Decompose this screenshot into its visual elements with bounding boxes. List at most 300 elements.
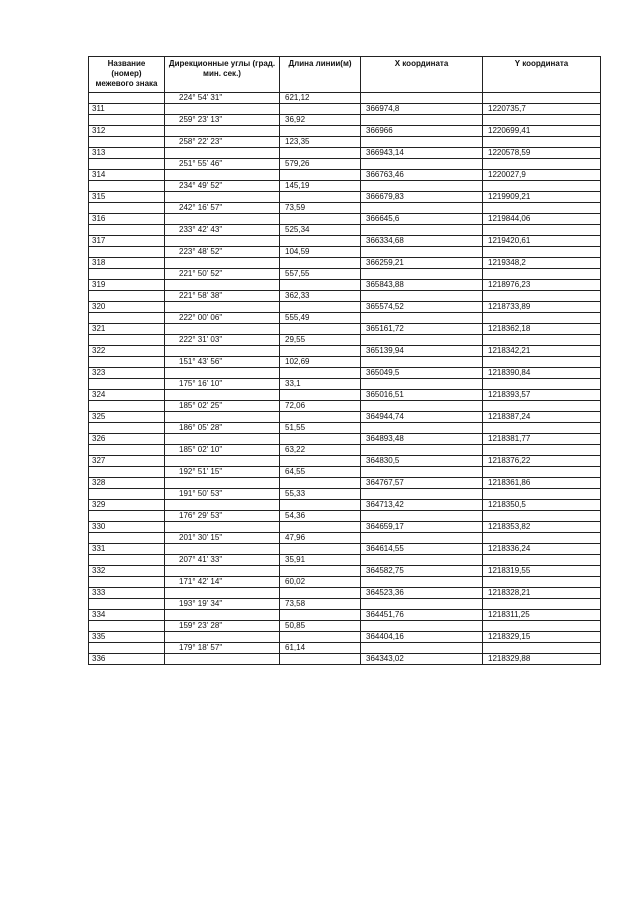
cell-y: 1220578,59: [483, 148, 601, 159]
cell-angle: 251° 55' 46": [165, 159, 280, 170]
cell-length: 33,1: [280, 379, 361, 390]
cell-length: 64,55: [280, 467, 361, 478]
cell-name: [89, 159, 165, 170]
cell-length: [280, 214, 361, 225]
cell-length: 621,12: [280, 93, 361, 104]
cell-angle: [165, 390, 280, 401]
cell-name: 334: [89, 610, 165, 621]
cell-length: [280, 324, 361, 335]
cell-y: 1218376,22: [483, 456, 601, 467]
cell-name: [89, 313, 165, 324]
cell-length: 47,96: [280, 533, 361, 544]
cell-name: [89, 357, 165, 368]
cell-y: [483, 423, 601, 434]
cell-length: [280, 456, 361, 467]
cell-x: [361, 379, 483, 390]
cell-name: 336: [89, 654, 165, 665]
segment-row: [89, 203, 601, 214]
cell-length: 29,55: [280, 335, 361, 346]
cell-length: [280, 258, 361, 269]
point-row: [89, 192, 601, 203]
cell-x: 365843,88: [361, 280, 483, 291]
cell-y: [483, 137, 601, 148]
cell-length: 73,59: [280, 203, 361, 214]
cell-name: 323: [89, 368, 165, 379]
cell-y: [483, 467, 601, 478]
cell-y: 1218336,24: [483, 544, 601, 555]
cell-y: [483, 511, 601, 522]
segment-row: [89, 313, 601, 324]
cell-x: [361, 401, 483, 412]
segment-row: [89, 335, 601, 346]
point-row: [89, 324, 601, 335]
cell-name: [89, 115, 165, 126]
cell-name: 312: [89, 126, 165, 137]
cell-name: 335: [89, 632, 165, 643]
cell-y: [483, 181, 601, 192]
cell-length: 51,55: [280, 423, 361, 434]
point-row: [89, 500, 601, 511]
cell-y: 1218342,21: [483, 346, 601, 357]
boundary-coordinates-table: [88, 56, 601, 665]
cell-length: [280, 654, 361, 665]
cell-angle: [165, 126, 280, 137]
cell-angle: [165, 346, 280, 357]
cell-length: [280, 346, 361, 357]
cell-angle: 201° 30' 15": [165, 533, 280, 544]
cell-x: [361, 357, 483, 368]
point-row: [89, 148, 601, 159]
cell-y: [483, 401, 601, 412]
cell-length: [280, 148, 361, 159]
cell-y: 1218329,15: [483, 632, 601, 643]
point-row: [89, 390, 601, 401]
cell-angle: [165, 500, 280, 511]
segment-row: [89, 159, 601, 170]
cell-name: 313: [89, 148, 165, 159]
cell-length: 104,59: [280, 247, 361, 258]
cell-x: 364582,75: [361, 566, 483, 577]
point-row: [89, 104, 601, 115]
cell-name: [89, 93, 165, 104]
point-row: [89, 566, 601, 577]
cell-y: [483, 643, 601, 654]
segment-row: [89, 423, 601, 434]
header-name: Название (номер) межевого знака: [89, 57, 165, 93]
cell-y: 1218311,25: [483, 610, 601, 621]
cell-angle: [165, 412, 280, 423]
cell-x: 366974,8: [361, 104, 483, 115]
segment-row: [89, 181, 601, 192]
cell-x: 366679,83: [361, 192, 483, 203]
cell-angle: 179° 18' 57": [165, 643, 280, 654]
cell-angle: [165, 258, 280, 269]
header-y: Y координата: [483, 57, 601, 93]
segment-row: [89, 577, 601, 588]
cell-name: 331: [89, 544, 165, 555]
segment-row: [89, 599, 601, 610]
cell-angle: 222° 00' 06": [165, 313, 280, 324]
segment-row: [89, 357, 601, 368]
cell-x: 364404,16: [361, 632, 483, 643]
cell-y: [483, 225, 601, 236]
cell-x: [361, 203, 483, 214]
cell-x: [361, 445, 483, 456]
cell-length: 61,14: [280, 643, 361, 654]
cell-angle: 171° 42' 14": [165, 577, 280, 588]
cell-y: 1218353,82: [483, 522, 601, 533]
header-row: [89, 57, 601, 93]
cell-y: [483, 247, 601, 258]
point-row: [89, 456, 601, 467]
cell-length: [280, 412, 361, 423]
cell-name: 319: [89, 280, 165, 291]
point-row: [89, 368, 601, 379]
cell-x: [361, 115, 483, 126]
cell-angle: 185° 02' 25": [165, 401, 280, 412]
segment-row: [89, 643, 601, 654]
cell-angle: 222° 31' 03": [165, 335, 280, 346]
cell-x: 366259,21: [361, 258, 483, 269]
cell-x: [361, 159, 483, 170]
cell-angle: 193° 19' 34": [165, 599, 280, 610]
cell-name: [89, 203, 165, 214]
segment-row: [89, 247, 601, 258]
cell-x: 364451,76: [361, 610, 483, 621]
cell-y: [483, 445, 601, 456]
cell-angle: 151° 43' 56": [165, 357, 280, 368]
cell-y: 1218390,84: [483, 368, 601, 379]
segment-row: [89, 401, 601, 412]
point-row: [89, 170, 601, 181]
segment-row: [89, 115, 601, 126]
cell-x: 365161,72: [361, 324, 483, 335]
cell-y: 1220735,7: [483, 104, 601, 115]
cell-angle: [165, 632, 280, 643]
cell-y: 1219909,21: [483, 192, 601, 203]
cell-angle: [165, 368, 280, 379]
cell-y: 1218733,89: [483, 302, 601, 313]
cell-y: [483, 599, 601, 610]
point-row: [89, 346, 601, 357]
point-row: [89, 544, 601, 555]
segment-row: [89, 93, 601, 104]
cell-angle: 224° 54' 31": [165, 93, 280, 104]
cell-name: [89, 291, 165, 302]
cell-name: [89, 401, 165, 412]
cell-angle: 221° 50' 52": [165, 269, 280, 280]
segment-row: [89, 621, 601, 632]
segment-row: [89, 269, 601, 280]
cell-y: [483, 203, 601, 214]
cell-x: 364614,55: [361, 544, 483, 555]
header-x: X координата: [361, 57, 483, 93]
segment-row: [89, 445, 601, 456]
cell-y: [483, 269, 601, 280]
cell-length: [280, 588, 361, 599]
cell-length: [280, 610, 361, 621]
cell-x: [361, 467, 483, 478]
cell-length: 123,35: [280, 137, 361, 148]
cell-length: 579,26: [280, 159, 361, 170]
cell-name: [89, 555, 165, 566]
cell-x: 365139,94: [361, 346, 483, 357]
cell-length: 36,92: [280, 115, 361, 126]
cell-angle: 176° 29' 53": [165, 511, 280, 522]
cell-angle: [165, 544, 280, 555]
cell-angle: 192° 51' 15": [165, 467, 280, 478]
cell-x: 365049,5: [361, 368, 483, 379]
cell-x: 366943,14: [361, 148, 483, 159]
cell-name: 317: [89, 236, 165, 247]
cell-x: [361, 533, 483, 544]
cell-name: [89, 335, 165, 346]
cell-name: 322: [89, 346, 165, 357]
cell-angle: [165, 566, 280, 577]
cell-name: 332: [89, 566, 165, 577]
cell-name: 326: [89, 434, 165, 445]
cell-y: [483, 621, 601, 632]
cell-angle: [165, 478, 280, 489]
cell-x: 364767,57: [361, 478, 483, 489]
cell-length: [280, 170, 361, 181]
cell-x: [361, 489, 483, 500]
cell-y: 1218976,23: [483, 280, 601, 291]
cell-name: 333: [89, 588, 165, 599]
cell-length: 60,02: [280, 577, 361, 588]
cell-name: [89, 489, 165, 500]
cell-length: [280, 192, 361, 203]
cell-x: [361, 599, 483, 610]
cell-y: [483, 577, 601, 588]
cell-length: [280, 478, 361, 489]
cell-length: 63,22: [280, 445, 361, 456]
header-angles: Дирекционные углы (град. мин. сек.): [165, 57, 280, 93]
cell-length: 102,69: [280, 357, 361, 368]
cell-y: [483, 533, 601, 544]
cell-length: [280, 566, 361, 577]
cell-x: 366334,68: [361, 236, 483, 247]
cell-angle: 207° 41' 33": [165, 555, 280, 566]
cell-x: 364343,02: [361, 654, 483, 665]
segment-row: [89, 379, 601, 390]
cell-angle: 242° 16' 57": [165, 203, 280, 214]
cell-length: [280, 390, 361, 401]
cell-y: [483, 93, 601, 104]
cell-angle: [165, 170, 280, 181]
cell-y: 1220699,41: [483, 126, 601, 137]
cell-name: [89, 445, 165, 456]
cell-x: [361, 93, 483, 104]
cell-x: [361, 181, 483, 192]
cell-y: 1218362,18: [483, 324, 601, 335]
cell-y: [483, 555, 601, 566]
cell-x: [361, 555, 483, 566]
cell-angle: [165, 302, 280, 313]
cell-name: 329: [89, 500, 165, 511]
cell-x: 364523,36: [361, 588, 483, 599]
cell-angle: [165, 522, 280, 533]
cell-x: [361, 291, 483, 302]
cell-angle: [165, 588, 280, 599]
segment-row: [89, 137, 601, 148]
cell-angle: [165, 192, 280, 203]
cell-length: 35,91: [280, 555, 361, 566]
cell-length: 145,19: [280, 181, 361, 192]
segment-row: [89, 291, 601, 302]
cell-angle: [165, 456, 280, 467]
cell-name: 314: [89, 170, 165, 181]
point-row: [89, 412, 601, 423]
cell-name: [89, 137, 165, 148]
cell-length: [280, 368, 361, 379]
cell-x: [361, 137, 483, 148]
point-row: [89, 588, 601, 599]
cell-y: 1218381,77: [483, 434, 601, 445]
cell-angle: [165, 324, 280, 335]
cell-length: 55,33: [280, 489, 361, 500]
cell-y: [483, 291, 601, 302]
cell-x: [361, 225, 483, 236]
point-row: [89, 302, 601, 313]
segment-row: [89, 467, 601, 478]
cell-name: 320: [89, 302, 165, 313]
cell-x: [361, 423, 483, 434]
cell-name: 318: [89, 258, 165, 269]
cell-length: [280, 544, 361, 555]
cell-name: [89, 643, 165, 654]
cell-angle: [165, 610, 280, 621]
coordinates-sheet: [88, 56, 600, 665]
cell-length: 54,36: [280, 511, 361, 522]
cell-y: 1218319,55: [483, 566, 601, 577]
cell-angle: 233° 42' 43": [165, 225, 280, 236]
cell-angle: 159° 23' 28": [165, 621, 280, 632]
cell-name: [89, 181, 165, 192]
cell-name: 327: [89, 456, 165, 467]
cell-y: 1219844,06: [483, 214, 601, 225]
cell-angle: 221° 58' 38": [165, 291, 280, 302]
cell-x: 364830,5: [361, 456, 483, 467]
cell-angle: [165, 214, 280, 225]
cell-angle: [165, 104, 280, 115]
cell-name: 315: [89, 192, 165, 203]
cell-x: [361, 335, 483, 346]
cell-x: 364944,74: [361, 412, 483, 423]
cell-name: [89, 511, 165, 522]
cell-angle: [165, 148, 280, 159]
cell-name: [89, 577, 165, 588]
cell-name: 330: [89, 522, 165, 533]
point-row: [89, 258, 601, 269]
cell-length: [280, 302, 361, 313]
cell-y: [483, 357, 601, 368]
cell-name: [89, 269, 165, 280]
cell-x: [361, 577, 483, 588]
header-length: Длина линии(м): [280, 57, 361, 93]
cell-angle: 185° 02' 10": [165, 445, 280, 456]
cell-name: 311: [89, 104, 165, 115]
point-row: [89, 610, 601, 621]
cell-y: 1218329,88: [483, 654, 601, 665]
point-row: [89, 632, 601, 643]
cell-x: 365574,52: [361, 302, 483, 313]
cell-x: 366763,46: [361, 170, 483, 181]
cell-y: 1218387,24: [483, 412, 601, 423]
cell-y: 1218361,86: [483, 478, 601, 489]
cell-length: [280, 522, 361, 533]
cell-y: 1219420,61: [483, 236, 601, 247]
cell-angle: [165, 236, 280, 247]
cell-name: [89, 467, 165, 478]
cell-length: 557,55: [280, 269, 361, 280]
cell-length: [280, 434, 361, 445]
point-row: [89, 236, 601, 247]
cell-x: 366645,6: [361, 214, 483, 225]
cell-length: [280, 126, 361, 137]
cell-angle: 223° 48' 52": [165, 247, 280, 258]
cell-length: 50,85: [280, 621, 361, 632]
cell-length: 555,49: [280, 313, 361, 324]
table-body: [89, 93, 601, 665]
cell-y: [483, 335, 601, 346]
cell-angle: 258° 22' 23": [165, 137, 280, 148]
cell-length: [280, 104, 361, 115]
cell-name: 316: [89, 214, 165, 225]
cell-length: 73,58: [280, 599, 361, 610]
cell-y: [483, 379, 601, 390]
cell-name: [89, 247, 165, 258]
segment-row: [89, 489, 601, 500]
cell-x: [361, 621, 483, 632]
cell-name: [89, 423, 165, 434]
cell-name: 325: [89, 412, 165, 423]
point-row: [89, 522, 601, 533]
cell-angle: 191° 50' 53": [165, 489, 280, 500]
cell-x: [361, 269, 483, 280]
cell-y: [483, 115, 601, 126]
cell-y: 1219348,2: [483, 258, 601, 269]
cell-length: [280, 280, 361, 291]
cell-length: 525,34: [280, 225, 361, 236]
cell-name: [89, 533, 165, 544]
cell-name: [89, 621, 165, 632]
cell-x: 364893,48: [361, 434, 483, 445]
cell-name: [89, 225, 165, 236]
cell-angle: 175° 16' 10": [165, 379, 280, 390]
cell-y: [483, 313, 601, 324]
cell-x: [361, 313, 483, 324]
cell-angle: [165, 654, 280, 665]
segment-row: [89, 225, 601, 236]
cell-x: 364713,42: [361, 500, 483, 511]
cell-y: 1218350,5: [483, 500, 601, 511]
cell-x: 365016,51: [361, 390, 483, 401]
cell-x: [361, 643, 483, 654]
cell-angle: 234° 49' 52": [165, 181, 280, 192]
cell-x: 366966: [361, 126, 483, 137]
cell-y: [483, 489, 601, 500]
point-row: [89, 478, 601, 489]
cell-x: [361, 511, 483, 522]
point-row: [89, 126, 601, 137]
segment-row: [89, 533, 601, 544]
cell-name: 328: [89, 478, 165, 489]
cell-x: 364659,17: [361, 522, 483, 533]
cell-angle: [165, 434, 280, 445]
segment-row: [89, 555, 601, 566]
cell-angle: 259° 23' 13": [165, 115, 280, 126]
